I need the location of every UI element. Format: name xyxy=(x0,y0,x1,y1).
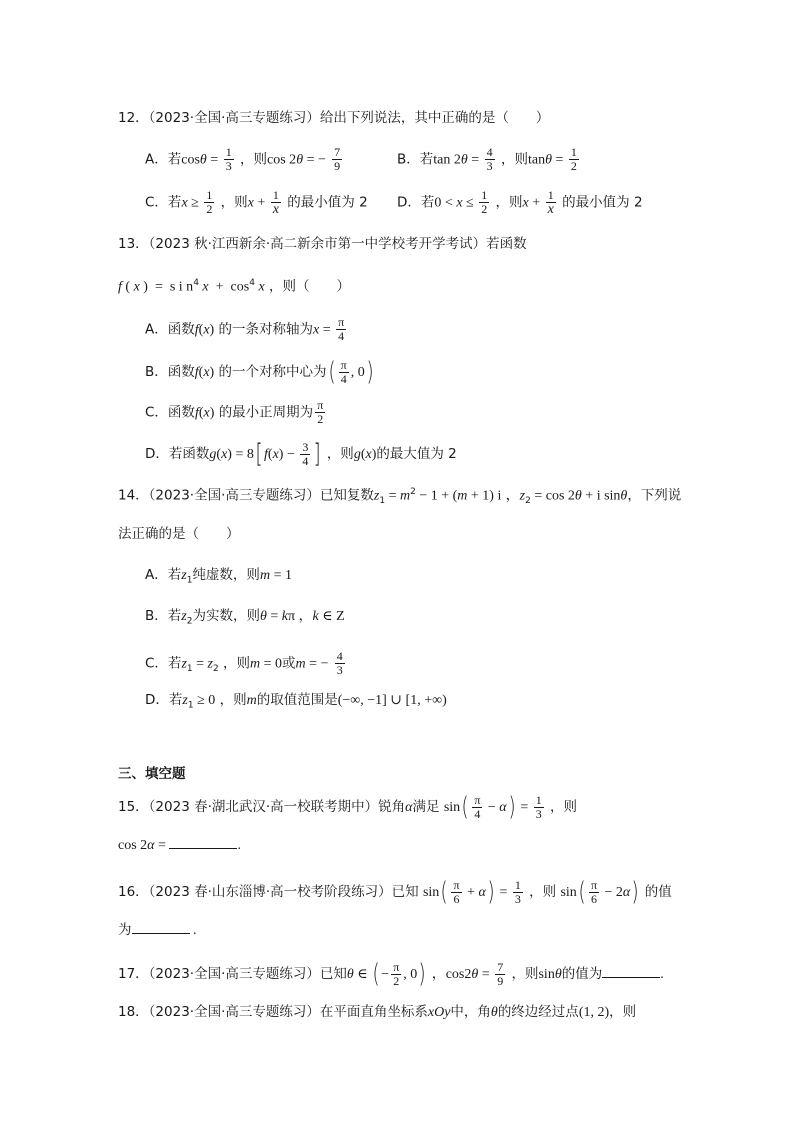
q14-stem-line2: 法正确的是（ ） xyxy=(118,526,240,542)
q12-option-d: D．若0 < x ≤ $\frac{1}{2}$ ，则x + $\frac{1}{x}$ 的最小值为 2 xyxy=(397,188,643,217)
q15-stem: 15．（2023 春·湖北武汉·高一校联考期中）锐角α满足 sin( $\frac{\pi}{4}$ − α) = $\frac{1}{3}$ ，则 xyxy=(118,792,578,822)
q13-option-c: C．函数f(x) 的最小正周期为 $\frac{\pi}{2}$ xyxy=(145,398,324,426)
q15-answer-blank[interactable] xyxy=(169,836,237,849)
q15-answer-line: cos 2α = . xyxy=(118,838,241,853)
q13-option-a: A．函数f(x) 的一条对称轴为x = $\frac{\pi}{4}$ xyxy=(145,315,345,343)
q14-option-a: A．若$z_1$纯虚数，则m = 1 xyxy=(145,567,292,586)
q12-option-b: B．若tan 2θ = $\frac{4}{3}$ ，则tanθ = $\frac{1}{2}$ xyxy=(397,145,577,173)
q17-stem: 17．（2023·全国·高三专题练习）已知θ ∈ ( − $\frac{\pi}{2}$ , 0) ，cos2θ = $\frac{7}{9}$ ，则sinθ的值为 . xyxy=(118,959,664,989)
q12-stem: 12．（2023·全国·高三专题练习）给出下列说法，其中正确的是（ ） xyxy=(118,110,550,126)
q14-option-c: C．若$z_1 = z_2$ ，则m = 0或m = − $\frac{4}{3}$ xyxy=(145,649,343,677)
q17-answer-blank[interactable] xyxy=(602,965,660,978)
q14-stem: 14．（2023·全国·高三专题练习）已知复数$z_1 = m^2 - 1 + (m + 1)$ i ，$z_2 = \cos 2\theta + i$ sinθ，下列说 xyxy=(118,487,682,507)
q13-function: f ( x ) = s i $n^4$ $x + \cos^4 x$ ，则（ ） xyxy=(118,278,350,295)
section-header-fill-in: 三、填空题 xyxy=(118,766,186,782)
q13-option-d: D．若函数g(x) = 8[ f(x) − $\frac{3}{4}$ ] ，则g(x)的最大值为 2 xyxy=(145,439,457,469)
q12-option-c: C．若x ≥ $\frac{1}{2}$ ，则x + $\frac{1}{x}$ 的最小值为 2 xyxy=(145,188,368,217)
q13-stem: 13．（2023 秋·江西新余·高二新余市第一中学校考开学考试）若函数 xyxy=(118,236,527,252)
q16-stem: 16．（2023 春·山东淄博·高一校考阶段练习）已知 sin( $\frac{\pi}{6}$ + α) = $\frac{1}{3}$ ，则 sin( $\frac{\pi}{6}$ − 2α) 的值 xyxy=(118,877,672,907)
q16-answer-blank[interactable] xyxy=(132,921,190,934)
q13-option-b: B．函数f(x) 的一个对称中心为( $\frac{\pi}{4}$ , 0) xyxy=(145,357,374,387)
q14-option-d: D．若$z_1 \ge 0$ ，则m的取值范围是(−∞, −1] ∪ [1, +∞) xyxy=(145,692,447,711)
q14-option-b: B．若$z_2$为实数，则θ = kπ ，k ∈ Z xyxy=(145,608,345,627)
q18-stem: 18．（2023·全国·高三专题练习）在平面直角坐标系xOy中，角θ的终边经过点(1, 2)，则 xyxy=(118,1004,637,1020)
q16-answer-line: 为 . xyxy=(118,922,197,938)
q12-option-a: A．若cosθ = $\frac{1}{3}$ ，则cos 2θ = − $\frac{7}{9}$ xyxy=(145,145,341,173)
